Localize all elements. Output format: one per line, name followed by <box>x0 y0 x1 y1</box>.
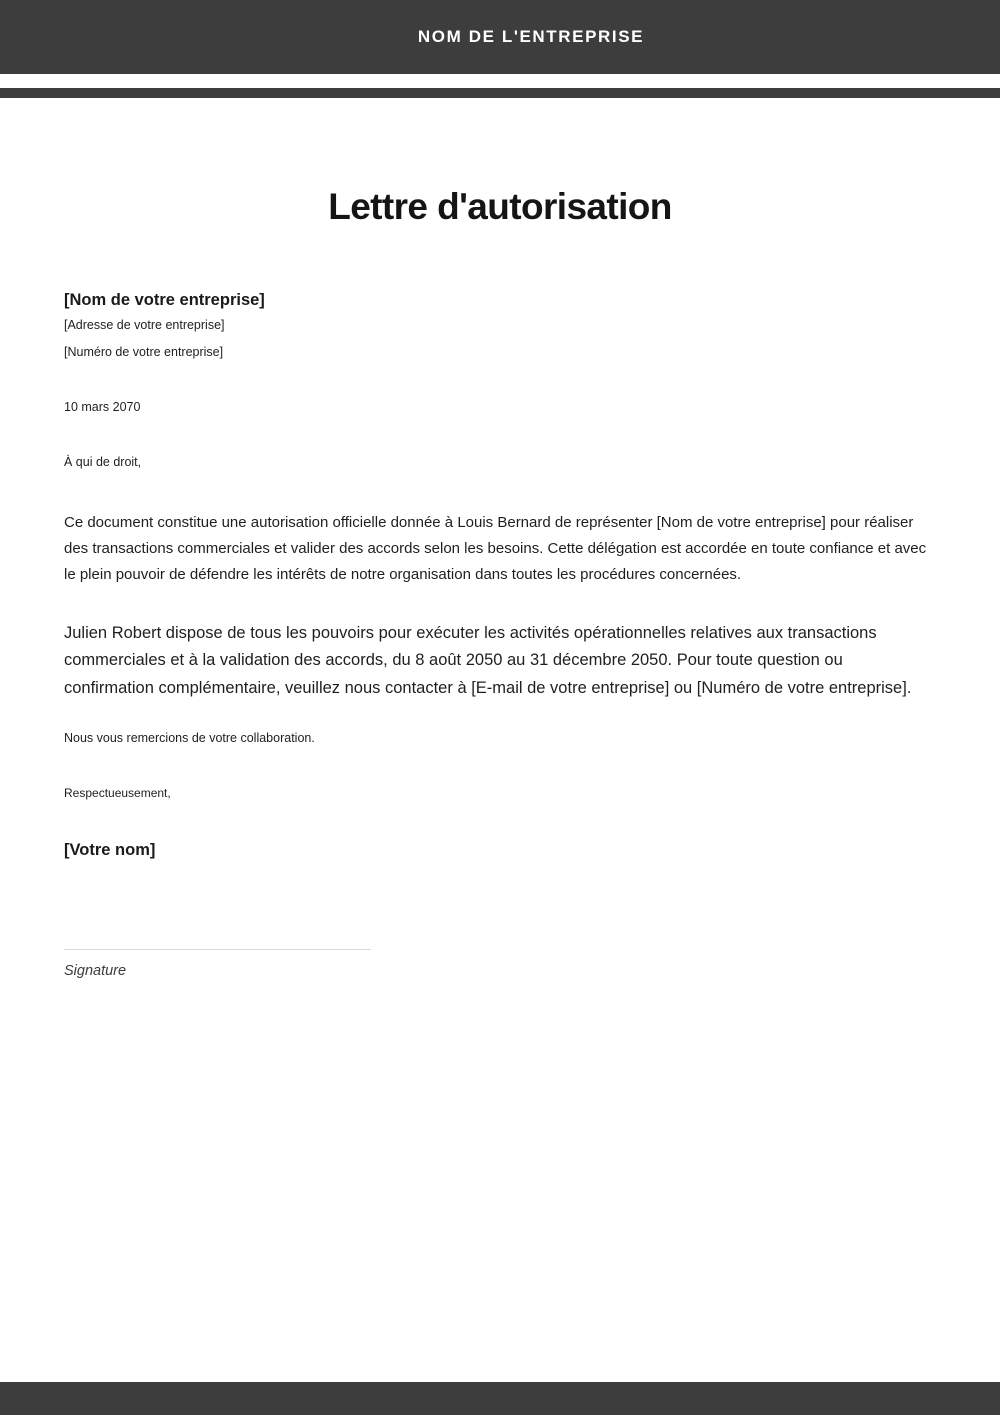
greeting: À qui de droit, <box>64 455 142 469</box>
signer-name: [Votre nom] <box>64 841 156 859</box>
thanks-line: Nous vous remercions de votre collaboration. <box>64 731 315 745</box>
signature-label: Signature <box>64 963 127 979</box>
body-paragraph-1: Ce document constitue une autorisation officielle donnée à Louis Bernard de représenter [Nom de votre entreprise] pour réaliser des transactions commerciales et valider des accords selon les besoins. Cette délégation est accordée en toute confiance et avec le plein pouvoir de défendre les intérêts de notre organisation dans toutes les procédures concernées. <box>64 514 927 583</box>
sender-address: [Adresse de votre entreprise] <box>64 318 225 332</box>
document-title: Lettre d'autorisation <box>328 186 672 227</box>
body-paragraph-2: Julien Robert dispose de tous les pouvoirs pour exécuter les activités opérationnelles relatives aux transactions commerciales et à la validation des accords, du 8 août 2050 au 31 décembre 2050. Pour toute question ou confirmation complémentaire, veuillez nous contacter à [E-mail de votre entreprise] ou [Numéro de votre entreprise]. <box>64 624 912 697</box>
sender-company-name: [Nom de votre entreprise] <box>64 291 265 309</box>
letter-date: 10 mars 2070 <box>64 400 141 414</box>
header-company-name: NOM DE L'ENTREPRISE <box>417 27 645 46</box>
sender-phone: [Numéro de votre entreprise] <box>64 345 224 359</box>
signature-line <box>64 949 371 950</box>
footer-bar <box>0 1382 1000 1415</box>
closing-line: Respectueusement, <box>64 786 171 800</box>
header-stripe <box>0 88 1000 98</box>
